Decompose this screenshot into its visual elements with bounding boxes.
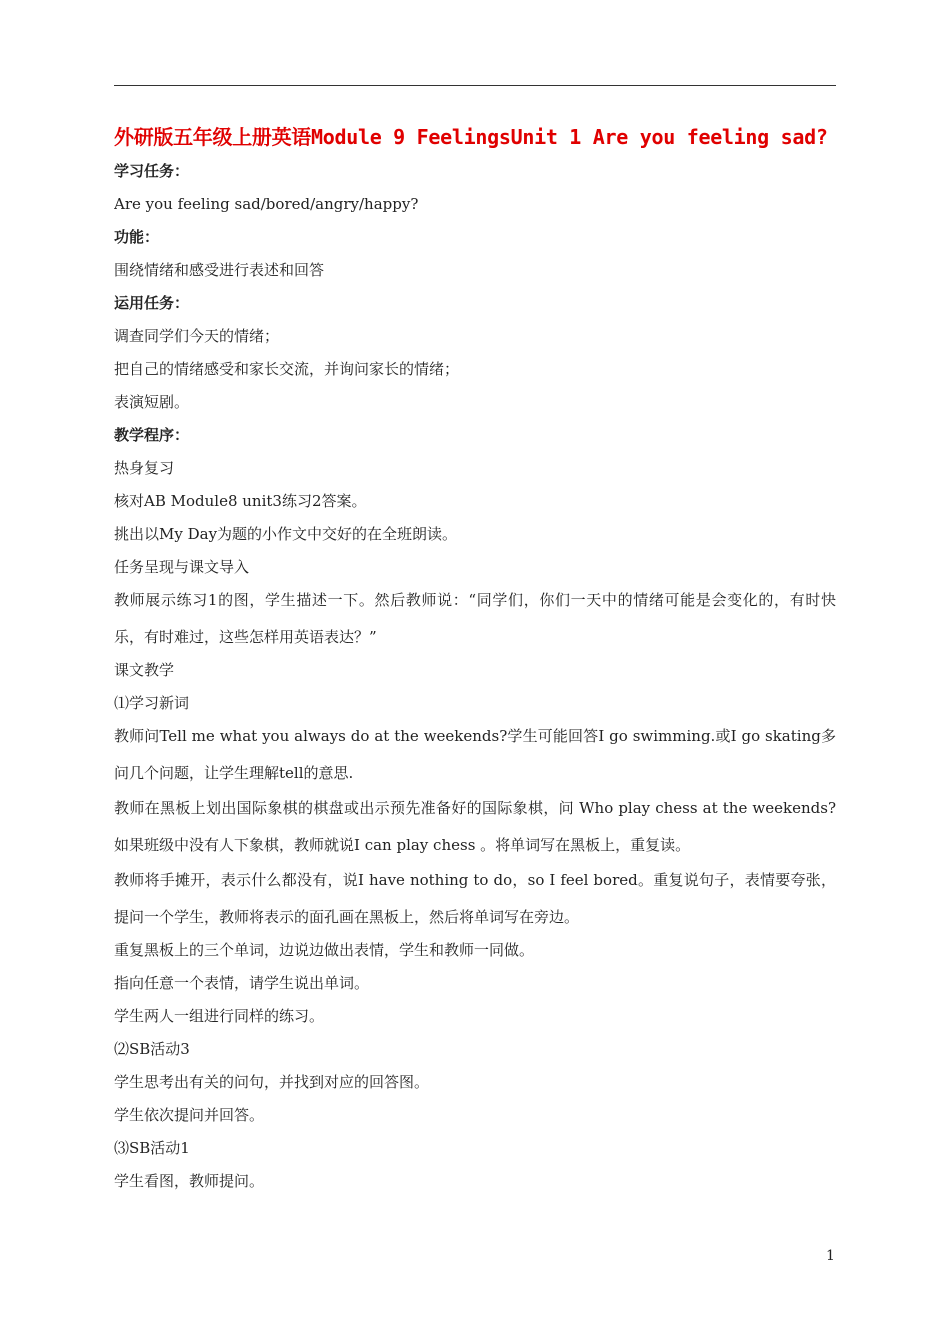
- paragraph: 调查同学们今天的情绪；: [114, 327, 280, 345]
- header-rule: [114, 85, 836, 86]
- paragraph: 教师将手摊开，表示什么都没有，说I have nothing to do，so I feel bored。重复说句子，表情要夸张，提问一个学生，教师将表示的面孔画在黑板上，然后将单词写在旁边。: [114, 871, 836, 926]
- paragraph: 挑出以My Day为题的小作文中交好的在全班朗读。: [114, 525, 458, 543]
- paragraph: 学生看图，教师提问。: [114, 1172, 265, 1190]
- paragraph: ⑴学习新词: [114, 694, 190, 712]
- paragraph: 学生思考出有关的问句，并找到对应的回答图。: [114, 1073, 430, 1091]
- paragraph: 重复黑板上的三个单词，边说边做出表情，学生和教师一同做。: [114, 941, 535, 959]
- page-number: 1: [826, 1248, 835, 1264]
- section-heading: 运用任务：: [114, 294, 190, 312]
- document-body: [114, 119, 836, 1198]
- paragraph: 热身复习: [114, 459, 175, 477]
- paragraph: 学生两人一组进行同样的练习。: [114, 1007, 325, 1025]
- section-heading: 学习任务：: [114, 162, 190, 180]
- section-heading: 教学程序：: [114, 426, 190, 444]
- paragraph: 学生依次提问并回答。: [114, 1106, 265, 1124]
- paragraph: 表演短剧。: [114, 393, 190, 411]
- paragraph: 围绕情绪和感受进行表述和回答: [114, 261, 325, 279]
- document-blocks: [114, 155, 836, 1198]
- paragraph: 任务呈现与课文导入: [114, 558, 250, 576]
- paragraph: 教师在黑板上划出国际象棋的棋盘或出示预先准备好的国际象棋，问 Who play chess at the weekends? 如果班级中没有人下象棋，教师就说I can play chess 。将单词写在黑板上，重复读。: [114, 799, 836, 854]
- paragraph: ⑵SB活动3: [114, 1040, 190, 1058]
- paragraph: 把自己的情绪感受和家长交流，并询问家长的情绪；: [114, 360, 460, 378]
- paragraph: 教师展示练习1的图，学生描述一下。然后教师说：“同学们，你们一天中的情绪可能是会变化的，有时快乐，有时难过，这些怎样用英语表达？”: [114, 591, 836, 646]
- document-title: 外研版五年级上册英语Module 9 FeelingsUnit 1 Are you feeling sad?: [114, 125, 828, 149]
- paragraph: Are you feeling sad/bored/angry/happy?: [114, 195, 419, 213]
- paragraph: 教师问Tell me what you always do at the weekends?学生可能回答I go swimming.或I go skating多问几个问题，让学生理解tell的意思.: [114, 727, 836, 782]
- section-heading: 功能：: [114, 228, 160, 246]
- paragraph: 核对AB Module8 unit3练习2答案。: [114, 492, 367, 510]
- paragraph: ⑶SB活动1: [114, 1139, 190, 1157]
- paragraph: 课文教学: [114, 661, 175, 679]
- paragraph: 指向任意一个表情，请学生说出单词。: [114, 974, 370, 992]
